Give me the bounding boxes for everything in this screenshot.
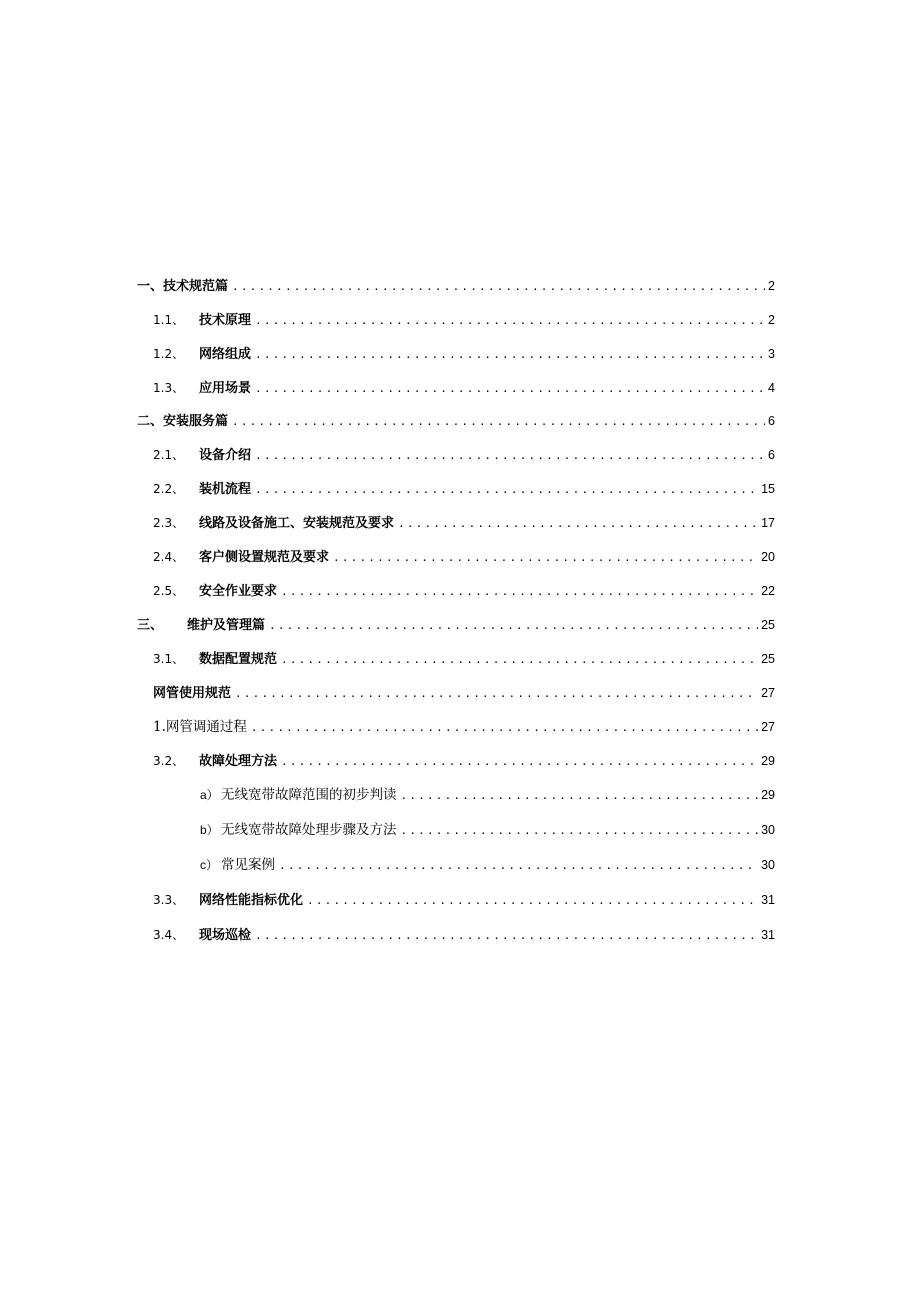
toc-entry	[137, 617, 775, 634]
toc-entry	[153, 481, 775, 498]
toc-entry-number: 2.2、	[153, 482, 185, 496]
toc-entry	[153, 719, 775, 736]
toc-entry	[153, 753, 775, 770]
toc-entry-title: 现场巡检	[199, 928, 252, 943]
toc-leader	[281, 584, 758, 600]
toc-entry-number: 2.3、	[153, 516, 185, 530]
toc-leader	[255, 448, 765, 464]
toc-entry-title: 故障处理方法	[199, 754, 278, 769]
toc-entry-title: 装机流程	[199, 482, 252, 497]
toc-entry-title: 网络性能指标优化	[199, 893, 304, 908]
toc-entry	[153, 651, 775, 668]
toc-entry-page: 31	[761, 893, 775, 907]
toc-entry	[200, 857, 775, 874]
toc-entry-number: 1.3、	[153, 381, 185, 395]
toc-entry-page: 30	[761, 858, 775, 872]
toc-entry-title: 一、技术规范篇	[137, 279, 229, 294]
toc-entry-title: 二、安装服务篇	[137, 414, 229, 429]
toc-leader	[255, 347, 765, 363]
toc-leader	[281, 754, 758, 770]
toc-entry	[153, 927, 775, 944]
toc-entry-title: 常见案例	[221, 857, 275, 873]
toc-leader	[401, 788, 759, 804]
toc-entry-number: 2.1、	[153, 448, 185, 462]
toc-entry-title: 1.网管调通过程	[153, 719, 247, 735]
toc-leader	[232, 414, 765, 430]
toc-leader	[255, 381, 765, 397]
toc-entry-page: 31	[761, 928, 775, 942]
toc-entry	[200, 822, 775, 839]
toc-entry-page: 4	[768, 381, 775, 395]
toc-leader	[255, 313, 765, 329]
toc-entry-title: 无线宽带故障范围的初步判读	[221, 787, 397, 803]
toc-entry-number: 三、	[137, 618, 164, 633]
toc-entry-page: 30	[761, 823, 775, 837]
toc-entry	[200, 787, 775, 804]
toc-leader	[398, 516, 758, 532]
toc-leader	[255, 928, 758, 944]
toc-entry-page: 29	[761, 788, 775, 802]
toc-entry-page: 27	[761, 720, 775, 734]
toc-entry-number: 3.1、	[153, 652, 185, 666]
toc-leader	[235, 686, 758, 702]
toc-leader	[281, 652, 758, 668]
toc-entry-page: 17	[761, 516, 775, 530]
toc-entry-page: 29	[761, 754, 775, 768]
toc-entry-page: 15	[761, 482, 775, 496]
toc-entry	[153, 447, 775, 464]
toc-entry-page: 2	[768, 313, 775, 327]
toc-entry-title: 客户侧设置规范及要求	[199, 550, 330, 565]
toc-entry-page: 22	[761, 584, 775, 598]
toc-entry-number: c）	[200, 858, 219, 872]
toc-entry-number: 1.1、	[153, 313, 185, 327]
toc-entry-page: 25	[761, 652, 775, 666]
toc-entry	[153, 346, 775, 363]
toc-entry-page: 27	[761, 686, 775, 700]
toc-entry-title: 无线宽带故障处理步骤及方法	[221, 822, 397, 838]
toc-entry-title: 维护及管理篇	[187, 618, 266, 633]
toc-entry-number: 3.4、	[153, 928, 185, 942]
toc-entry	[153, 312, 775, 329]
toc-entry-number: 2.4、	[153, 550, 185, 564]
toc-leader	[401, 823, 759, 839]
toc-entry-page: 3	[768, 347, 775, 361]
toc-leader	[333, 550, 758, 566]
toc-entry-page: 6	[768, 448, 775, 462]
toc-entry-title: 技术原理	[199, 313, 252, 328]
toc-entry-number: 1.2、	[153, 347, 185, 361]
toc-entry	[137, 278, 775, 295]
toc-entry	[153, 380, 775, 397]
toc-entry-page: 6	[768, 414, 775, 428]
toc-entry-page: 20	[761, 550, 775, 564]
toc-entry-title: 网络组成	[199, 347, 252, 362]
toc-entry	[153, 549, 775, 566]
toc-entry	[153, 892, 775, 909]
toc-entry-number: 3.3、	[153, 893, 185, 907]
toc-entry-title: 线路及设备施工、安装规范及要求	[199, 516, 395, 531]
toc-leader	[255, 482, 758, 498]
toc-entry-number: a）	[200, 788, 219, 802]
toc-entry-title: 网管使用规范	[153, 686, 232, 701]
toc-entry-page: 25	[761, 618, 775, 632]
toc-leader	[279, 858, 758, 874]
toc-entry	[137, 413, 775, 430]
toc-leader	[251, 720, 758, 736]
toc-leader	[232, 279, 765, 295]
toc-leader	[269, 618, 758, 634]
toc-entry-title: 应用场景	[199, 381, 252, 396]
toc-entry	[153, 583, 775, 600]
toc-entry-number: 2.5、	[153, 584, 185, 598]
toc-entry-number: 3.2、	[153, 754, 185, 768]
toc-entry-title: 数据配置规范	[199, 652, 278, 667]
toc-entry-number: b）	[200, 823, 219, 837]
toc-entry-page: 2	[768, 279, 775, 293]
toc-entry-title: 安全作业要求	[199, 584, 278, 599]
toc-entry-title: 设备介绍	[199, 448, 252, 463]
toc-entry	[153, 515, 775, 532]
toc-leader	[307, 893, 758, 909]
toc-entry	[153, 685, 775, 702]
